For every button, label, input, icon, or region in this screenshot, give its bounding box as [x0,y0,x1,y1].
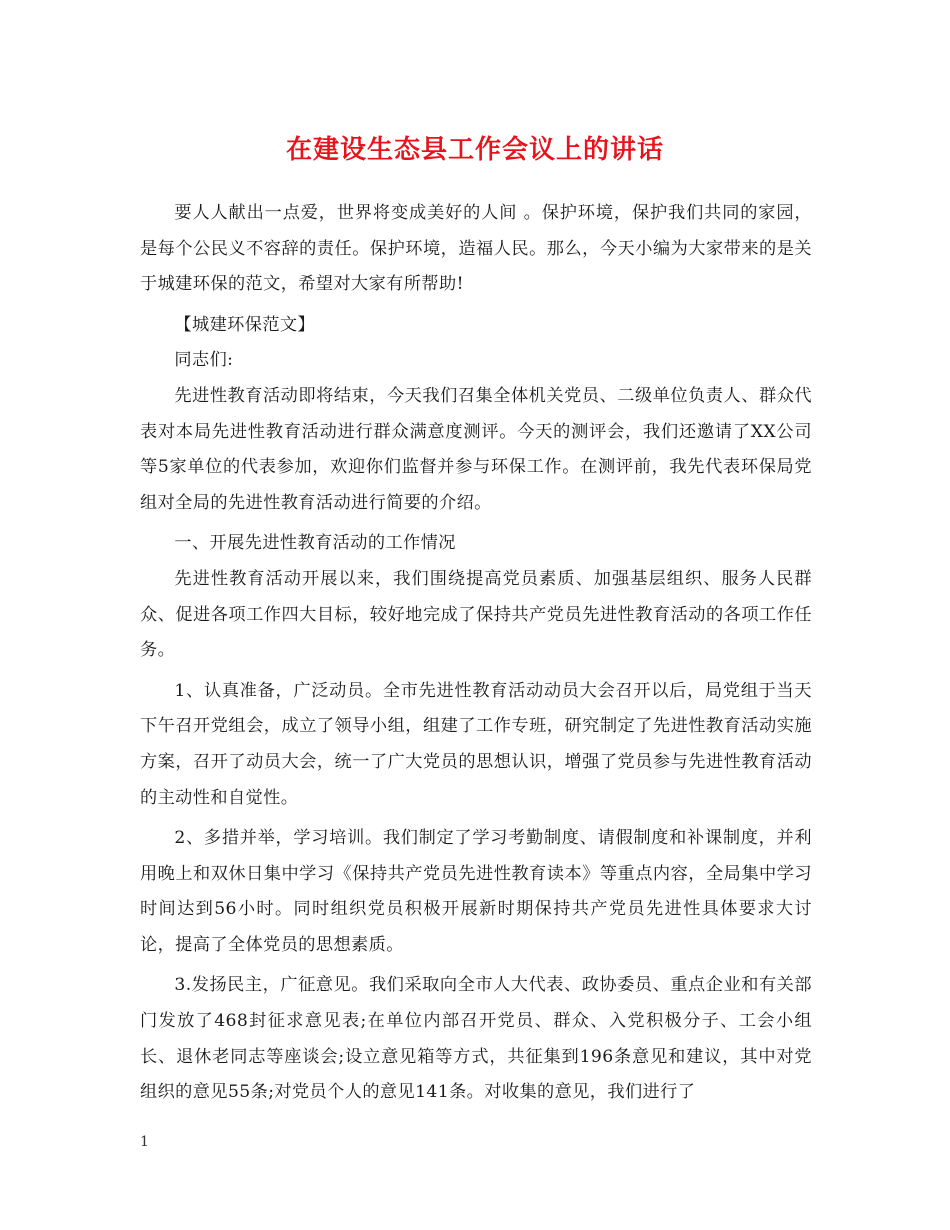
paragraph-item-2: 2、多措并举，学习培训。我们制定了学习考勤制度、请假制度和补课制度，并利用晚上和双休日集中学习《保持共产党员先进性教育读本》等重点内容，全局集中学习时间达到56小时。同时组织党员积极开展新时期保持共产党员先进性具体要求大讨论，提高了全体党员的思想素质。 [140,828,812,955]
paragraph-section-heading: 【城建环保范文】 [174,314,316,335]
page-number: 1 [140,1134,149,1150]
paragraph-salutation: 同志们: [174,350,234,371]
document-title: 在建设生态县工作会议上的讲话 [285,135,664,165]
document-body [140,196,812,1116]
paragraph-opening: 先进性教育活动即将结束，今天我们召集全体机关党员、二级单位负责人、群众代表对本局先进性教育活动进行群众满意度测评。今天的测评会，我们还邀请了XX公司等5家单位的代表参加，欢迎你们监督并参与环保工作。在测评前，我先代表环保局党组对全局的先进性教育活动进行简要的介绍。 [140,385,812,513]
paragraph-item-3: 3.发扬民主，广征意见。我们采取向全市人大代表、政协委员、重点企业和有关部门发放了468封征求意见表;在单位内部召开党员、群众、入党积极分子、工会小组长、退休老同志等座谈会;设立意见箱等方式，共征集到196条意见和建议，其中对党组织的意见55条;对党员个人的意见141条。对收集的意见，我们进行了 [140,975,812,1103]
paragraph-item-1: 1、认真准备，广泛动员。全市先进性教育活动动员大会召开以后，局党组于当天下午召开党组会，成立了领导小组，组建了工作专班，研究制定了先进性教育活动实施方案，召开了动员大会，统一了广大党员的思想认识，增强了党员参与先进性教育活动的主动性和自觉性。 [140,680,812,808]
paragraph-intro: 要人人献出一点爱，世界将变成美好的人间 。保护环境，保护我们共同的家园，是每个公民义不容辞的责任。保护环境，造福人民。那么，今天小编为大家带来的是关于城建环保的范文，希望对大家有所帮助! [140,203,812,295]
paragraph-heading-one: 一、开展先进性教育活动的工作情况 [174,533,456,554]
paragraph-overview: 先进性教育活动开展以来，我们围绕提高党员素质、加强基层组织、服务人民群众、促进各项工作四大目标，较好地完成了保持共产党员先进性教育活动的各项工作任务。 [140,568,812,661]
